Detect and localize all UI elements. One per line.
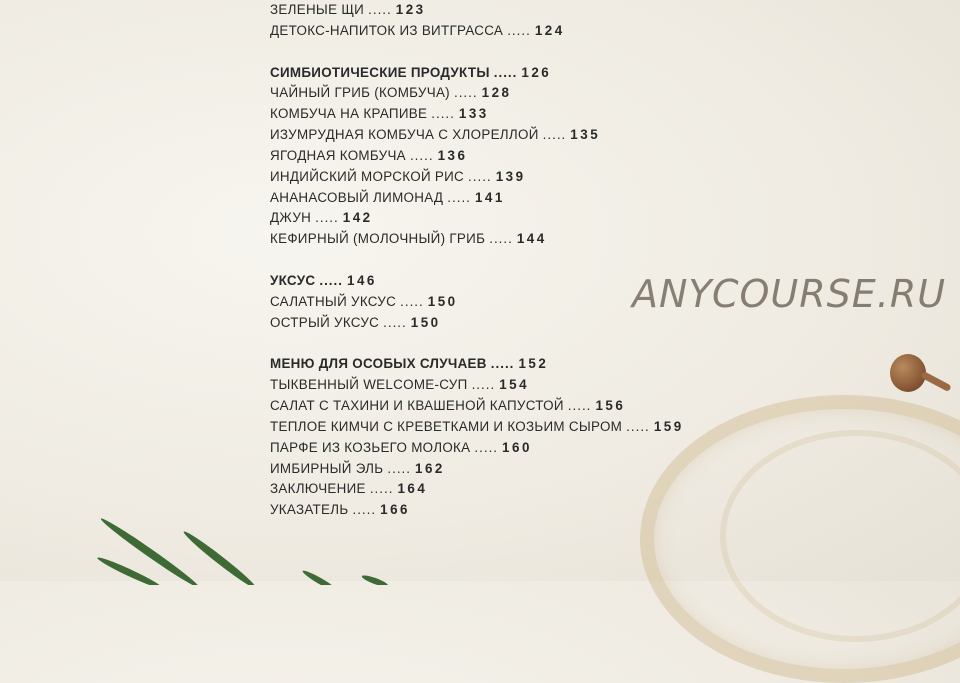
- toc-entry-title: УКСУС: [270, 272, 316, 288]
- toc-entry-title: ДЖУН: [270, 210, 312, 226]
- toc-entry-dots: .....: [507, 22, 531, 38]
- toc-entry: [270, 21, 830, 42]
- toc-entry-page: 126: [521, 64, 552, 80]
- toc-entry-title: ЗАКЛЮЧЕНИЕ: [270, 481, 366, 497]
- toc-entry-dots: .....: [447, 189, 471, 205]
- toc-entry-page: 162: [415, 460, 445, 476]
- toc-entry-title: ТЕПЛОЕ КИМЧИ С КРЕВЕТКАМИ И КОЗЬИМ СЫРОМ: [270, 418, 623, 434]
- toc-entry-dots: .....: [453, 85, 478, 101]
- rosemary-sprig-image: [90, 515, 450, 585]
- toc-entry-page: 141: [474, 189, 505, 205]
- toc-entry-page: 164: [397, 481, 428, 497]
- toc-entry-dots: .....: [493, 64, 518, 80]
- toc-entry-dots: .....: [471, 377, 496, 393]
- toc-entry-dots: .....: [369, 481, 394, 497]
- table-of-contents: [270, 0, 830, 521]
- toc-entry-dots: .....: [490, 356, 515, 372]
- toc-entry-dots: .....: [383, 314, 407, 330]
- toc-entry: [270, 0, 830, 21]
- toc-entry-page: 124: [534, 22, 565, 38]
- toc-entry-page: 144: [516, 231, 547, 247]
- toc-entry-title: САЛАТ С ТАХИНИ И КВАШЕНОЙ КАПУСТОЙ: [270, 398, 564, 414]
- toc-entry-dots: .....: [474, 439, 499, 455]
- toc-entry-page: 146: [347, 272, 377, 288]
- toc-entry-dots: .....: [626, 418, 650, 434]
- toc-gap: [270, 334, 830, 355]
- toc-entry-title: ЗЕЛЕНЫЕ ЩИ: [270, 2, 365, 17]
- toc-entry-title: ЯГОДНАЯ КОМБУЧА: [270, 147, 406, 163]
- toc-entry-title: ДЕТОКС-НАПИТОК ИЗ ВИТГРАССА: [270, 22, 504, 38]
- toc-entry-page: 123: [395, 2, 426, 17]
- toc-section-heading: [270, 354, 830, 375]
- toc-entry-page: 128: [481, 85, 512, 101]
- toc-entry: [270, 417, 830, 438]
- toc-entry-dots: .....: [319, 272, 343, 288]
- toc-entry-title: ТЫКВЕННЫЙ WELCOME-СУП: [270, 377, 468, 393]
- toc-entry: [270, 104, 830, 125]
- toc-entry-dots: .....: [387, 460, 411, 476]
- toc-gap: [270, 42, 830, 63]
- toc-entry-title: КОМБУЧА НА КРАПИВЕ: [270, 106, 428, 122]
- toc-gap: [270, 250, 830, 271]
- toc-entry-dots: .....: [567, 398, 592, 414]
- toc-entry-page: 142: [342, 210, 373, 226]
- toc-entry: [270, 208, 830, 229]
- toc-entry: [270, 479, 830, 500]
- toc-entry-dots: .....: [468, 168, 492, 184]
- toc-entry: [270, 438, 830, 459]
- toc-entry-title: ИМБИРНЫЙ ЭЛЬ: [270, 460, 384, 476]
- toc-entry-dots: .....: [431, 106, 455, 122]
- toc-entry-dots: .....: [489, 231, 513, 247]
- toc-entry-page: 133: [458, 106, 489, 122]
- toc-entry: [270, 459, 830, 480]
- toc-entry-page: 135: [570, 127, 601, 143]
- toc-entry-dots: .....: [315, 210, 339, 226]
- toc-entry-page: 154: [499, 377, 530, 393]
- toc-entry-dots: .....: [368, 2, 392, 17]
- toc-entry-title: ИЗУМРУДНАЯ КОМБУЧА С ХЛОРЕЛЛОЙ: [270, 127, 539, 143]
- toc-entry-title: ПАРФЕ ИЗ КОЗЬЕГО МОЛОКА: [270, 439, 471, 455]
- toc-entry-dots: .....: [352, 502, 377, 518]
- toc-entry: [270, 375, 830, 396]
- toc-entry: [270, 188, 830, 209]
- toc-entry: [270, 125, 830, 146]
- toc-entry: [270, 167, 830, 188]
- toc-entry-title: ЧАЙНЫЙ ГРИБ (КОМБУЧА): [270, 85, 450, 101]
- toc-section-heading: [270, 63, 830, 84]
- toc-entry-page: 150: [410, 314, 441, 330]
- allspice-seed-image: [890, 354, 926, 392]
- toc-entry-page: 166: [380, 502, 410, 518]
- toc-entry-dots: .....: [409, 147, 434, 163]
- toc-entry-page: 150: [427, 293, 458, 309]
- toc-entry-page: 160: [502, 439, 532, 455]
- toc-entry-title: УКАЗАТЕЛЬ: [270, 502, 349, 518]
- toc-entry-title: КЕФИРНЫЙ (МОЛОЧНЫЙ) ГРИБ: [270, 231, 486, 247]
- toc-entry-dots: .....: [542, 127, 567, 143]
- toc-entry-title: СИМБИОТИЧЕСКИЕ ПРОДУКТЫ: [270, 64, 490, 80]
- toc-entry: [270, 396, 830, 417]
- toc-entry-page: 159: [653, 418, 684, 434]
- toc-entry-page: 152: [518, 356, 549, 372]
- toc-entry-dots: .....: [400, 293, 424, 309]
- toc-entry-title: САЛАТНЫЙ УКСУС: [270, 293, 397, 309]
- toc-entry-page: 156: [595, 398, 626, 414]
- toc-entry: [270, 83, 830, 104]
- toc-entry-title: АНАНАСОВЫЙ ЛИМОНАД: [270, 189, 444, 205]
- watermark-text: ANYCOURSE.RU: [632, 272, 947, 316]
- toc-entry-page: 139: [495, 168, 526, 184]
- toc-entry: [270, 229, 830, 250]
- toc-entry-title: МЕНЮ ДЛЯ ОСОБЫХ СЛУЧАЕВ: [270, 356, 487, 372]
- toc-entry: [270, 146, 830, 167]
- seed-stem-image: [920, 371, 952, 392]
- toc-entry-title: ОСТРЫЙ УКСУС: [270, 314, 380, 330]
- toc-entry-page: 136: [437, 147, 468, 163]
- toc-entry-title: ИНДИЙСКИЙ МОРСКОЙ РИС: [270, 168, 465, 184]
